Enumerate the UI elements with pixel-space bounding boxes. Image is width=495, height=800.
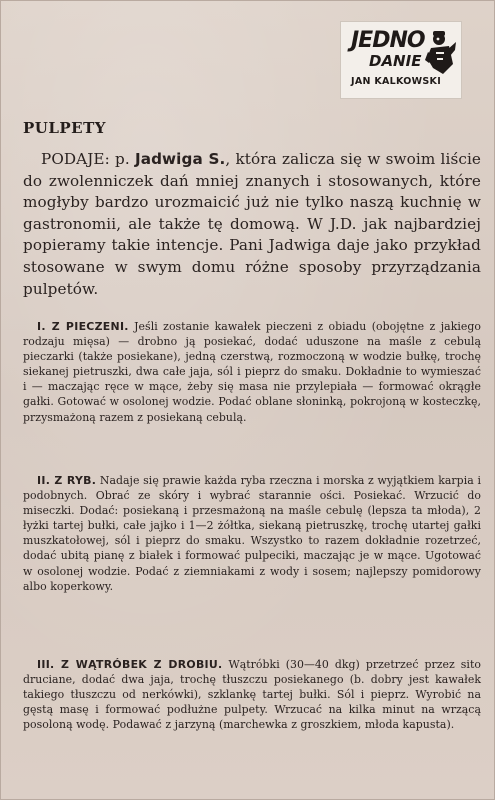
recipe-section-roast: [23, 319, 481, 425]
section-body: Jeśli zostanie kawałek pieczeni z obiadu (obojętne z jakiego rodzaju mięsa) — drobno ją posiekać, dodać uduszone na maśle z cebulą pieczarki (także posiekane), jedną czerstwą, rozmoczoną w wodzie bułkę, trochę siekanej pietruszki, dwa całe jaja, sól i pieprz do smaku. Dokładnie to wymieszać i — maczając ręce w mące, żeby się masa nie przylepiała — formować okrągłe gałki. Gotować w osolonej wodzie. Podać oblane słoninką, pokrojoną w kosteczkę, przysmażoną razem z posiekaną cebulą.: [23, 320, 481, 424]
intro-part-2: , która zalicza się w swoim liście do zwolenniczek dań mniej znanych i stosowanych, które mogłyby bardzo urozmaicić już nie tylko naszą kuchnię w gastronomii, ale także tę domową. W J.D. jak najbardziej popieramy takie intencje. Pani Jadwiga daje jako przykład stosowane w swym domu różne sposoby przyrządzania pulpetów.: [23, 150, 481, 298]
article-intro: [23, 149, 481, 300]
logo-danie: DANIE: [369, 52, 422, 70]
section-body: Nadaje się prawie każda ryba rzeczna i morska z wyjątkiem karpia i podobnych. Obrać ze skóry i wybrać starannie ości. Posiekać. Wrzucić do miseczki. Dodać: posiekaną i przesmażoną na maśle cebulę (lepsza ta młoda), 2 łyżki tartej bułki, całe jajko i 1—2 żółtka, siekaną pietruszkę, trochę utartej gałki muszkatołowej, sól i pieprz do smaku. Wszystko to razem dokładnie rozetrzeć, dodać ubitą pianę z białek i formować pulpeciki, maczając je w mące. Ugotować w osolonej wodzie. Podać z ziemniakami z wody i sosem; najlepszy pomidorowy albo koperkowy.: [23, 474, 481, 593]
article-title: PULPETY: [23, 119, 106, 137]
column-logo: [340, 21, 462, 99]
recipe-section-fish: [23, 473, 481, 594]
logo-jedno: JEDNO: [351, 28, 425, 53]
section-body: Wątróbki (30—40 dkg) przetrzeć przez sito druciane, dodać dwa jaja, trochę tłuszczu posiekanego (b. dobry jest kawałek takiego tłuszczu od nerkówki), szklankę tartej bułki. Sól i pieprz. Wyrobić na gęstą masę i formować podłużne pulpety. Wrzucać na kilka minut na wrzącą posoloną wodę. Podawać z jarzyną (marchewka z groszkiem, młoda kapusta).: [23, 658, 481, 732]
section-heading: II. Z RYB.: [37, 474, 97, 487]
logo-author: JAN KALKOWSKI: [351, 76, 442, 87]
intro-part-1: PODAJE: p.: [41, 150, 135, 168]
chef-illustration-icon: [425, 30, 457, 76]
recipe-section-poultry-liver: [23, 657, 481, 732]
logo-box: [345, 26, 457, 94]
intro-author-name: Jadwiga S.: [134, 150, 226, 168]
section-heading: III. Z WĄTRÓBEK Z DROBIU.: [37, 658, 223, 671]
section-heading: I. Z PIECZENI.: [37, 320, 129, 333]
